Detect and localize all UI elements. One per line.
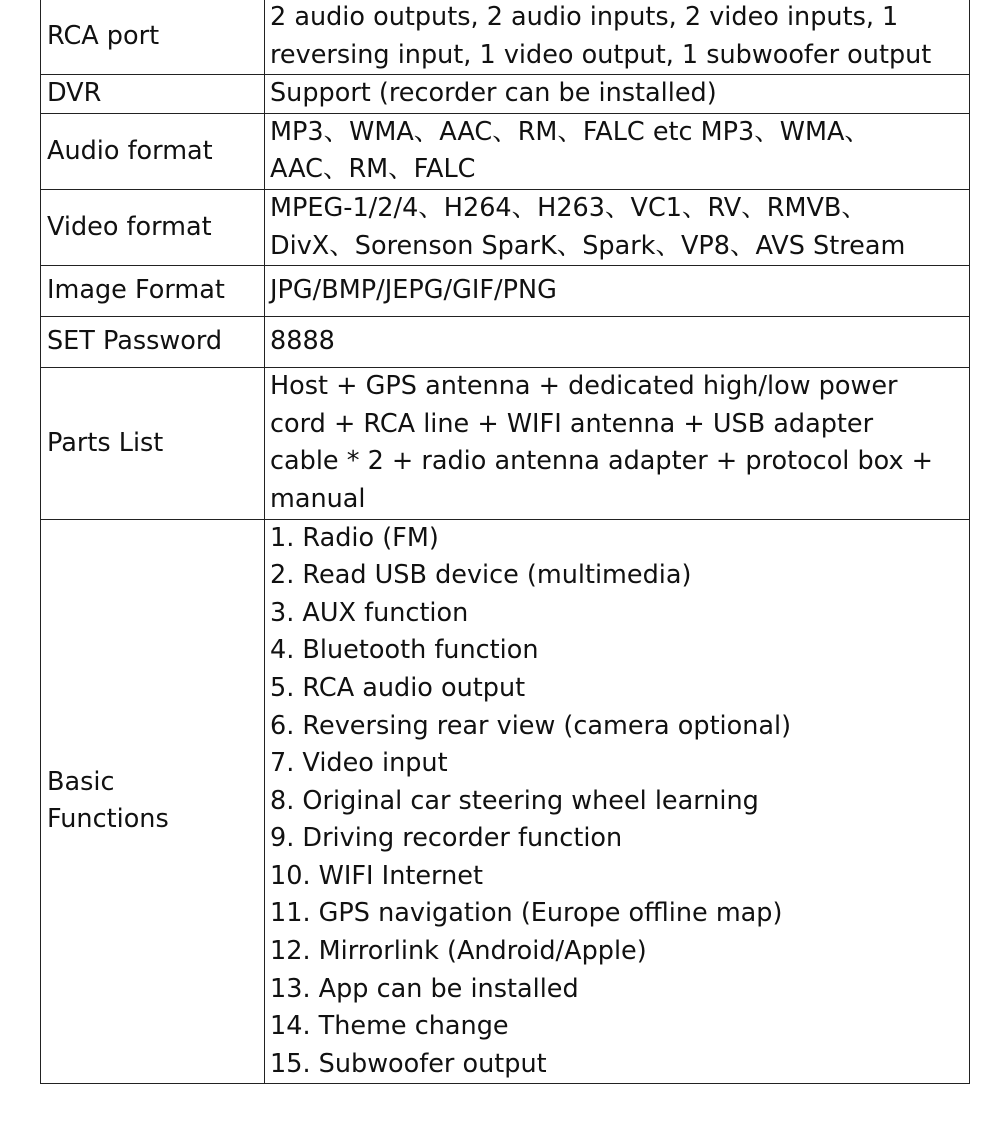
spec-value [265, 0, 970, 75]
spec-value-line: Support (recorder can be installed) [270, 78, 717, 109]
spec-label: Video format [41, 189, 265, 265]
spec-row-dvr [41, 75, 970, 114]
function-item: 2. Read USB device (multimedia) [270, 560, 692, 591]
spec-value-line: reversing input, 1 video output, 1 subwoofer output [270, 39, 932, 70]
spec-value-line: JPG/BMP/JEPG/GIF/PNG [270, 275, 557, 306]
spec-value-line: cable * 2 + radio antenna adapter + protocol box + [270, 446, 934, 477]
spec-value [265, 317, 970, 368]
function-item: 9. Driving recorder function [270, 823, 623, 854]
spec-value-line: 2 audio outputs, 2 audio inputs, 2 video inputs, 1 [270, 2, 899, 32]
function-item: 14. Theme change [270, 1011, 509, 1042]
function-item: 8. Original car steering wheel learning [270, 785, 759, 816]
spec-label: SET Password [41, 317, 265, 368]
function-item: 7. Video input [270, 748, 448, 779]
function-item: 12. Mirrorlink (Android/Apple) [270, 936, 647, 967]
spec-value [265, 266, 970, 317]
spec-label: Image Format [41, 266, 265, 317]
spec-value [265, 189, 970, 265]
spec-value-line: Host + GPS antenna + dedicated high/low power [270, 371, 898, 402]
spec-row-video-format [41, 189, 970, 265]
spec-value-line: cord + RCA line + WIFI antenna + USB adapter [270, 408, 874, 439]
spec-row-image-format [41, 266, 970, 317]
spec-value [265, 519, 970, 1084]
spec-row-basic-functions [41, 519, 970, 1084]
spec-label: Parts List [41, 368, 265, 519]
function-item: 10. WIFI Internet [270, 860, 483, 891]
spec-label: Audio format [41, 113, 265, 189]
spec-label: RCA port [41, 0, 265, 75]
spec-value-line: AAC、RM、FALC [270, 154, 476, 185]
spec-value-line: 8888 [270, 326, 335, 357]
spec-label: DVR [41, 75, 265, 114]
function-item: 1. Radio (FM) [270, 522, 439, 553]
function-item: 4. Bluetooth function [270, 635, 539, 666]
function-item: 13. App can be installed [270, 973, 579, 1004]
spec-value [265, 113, 970, 189]
spec-label-line: Basic [47, 766, 115, 797]
spec-value-line: MP3、WMA、AAC、RM、FALC etc MP3、WMA、 [270, 116, 870, 147]
spec-row-set-password [41, 317, 970, 368]
spec-table [40, 0, 970, 1084]
spec-value-line: DivX、Sorenson SparK、Spark、VP8、AVS Stream [270, 230, 906, 261]
function-item: 3. AUX function [270, 597, 469, 628]
function-item: 11. GPS navigation (Europe offline map) [270, 898, 783, 929]
function-item: 6. Reversing rear view (camera optional) [270, 710, 792, 741]
spec-value [265, 75, 970, 114]
spec-value-line: MPEG-1/2/4、H264、H263、VC1、RV、RMVB、 [270, 192, 867, 223]
spec-value-line: manual [270, 483, 366, 514]
spec-label-line: Functions [47, 804, 169, 835]
function-item: 15. Subwoofer output [270, 1048, 547, 1079]
spec-row-parts-list [41, 368, 970, 519]
spec-row-rca-port [41, 0, 970, 75]
function-item: 5. RCA audio output [270, 672, 526, 703]
spec-row-audio-format [41, 113, 970, 189]
spec-value [265, 368, 970, 519]
spec-label [41, 519, 265, 1084]
